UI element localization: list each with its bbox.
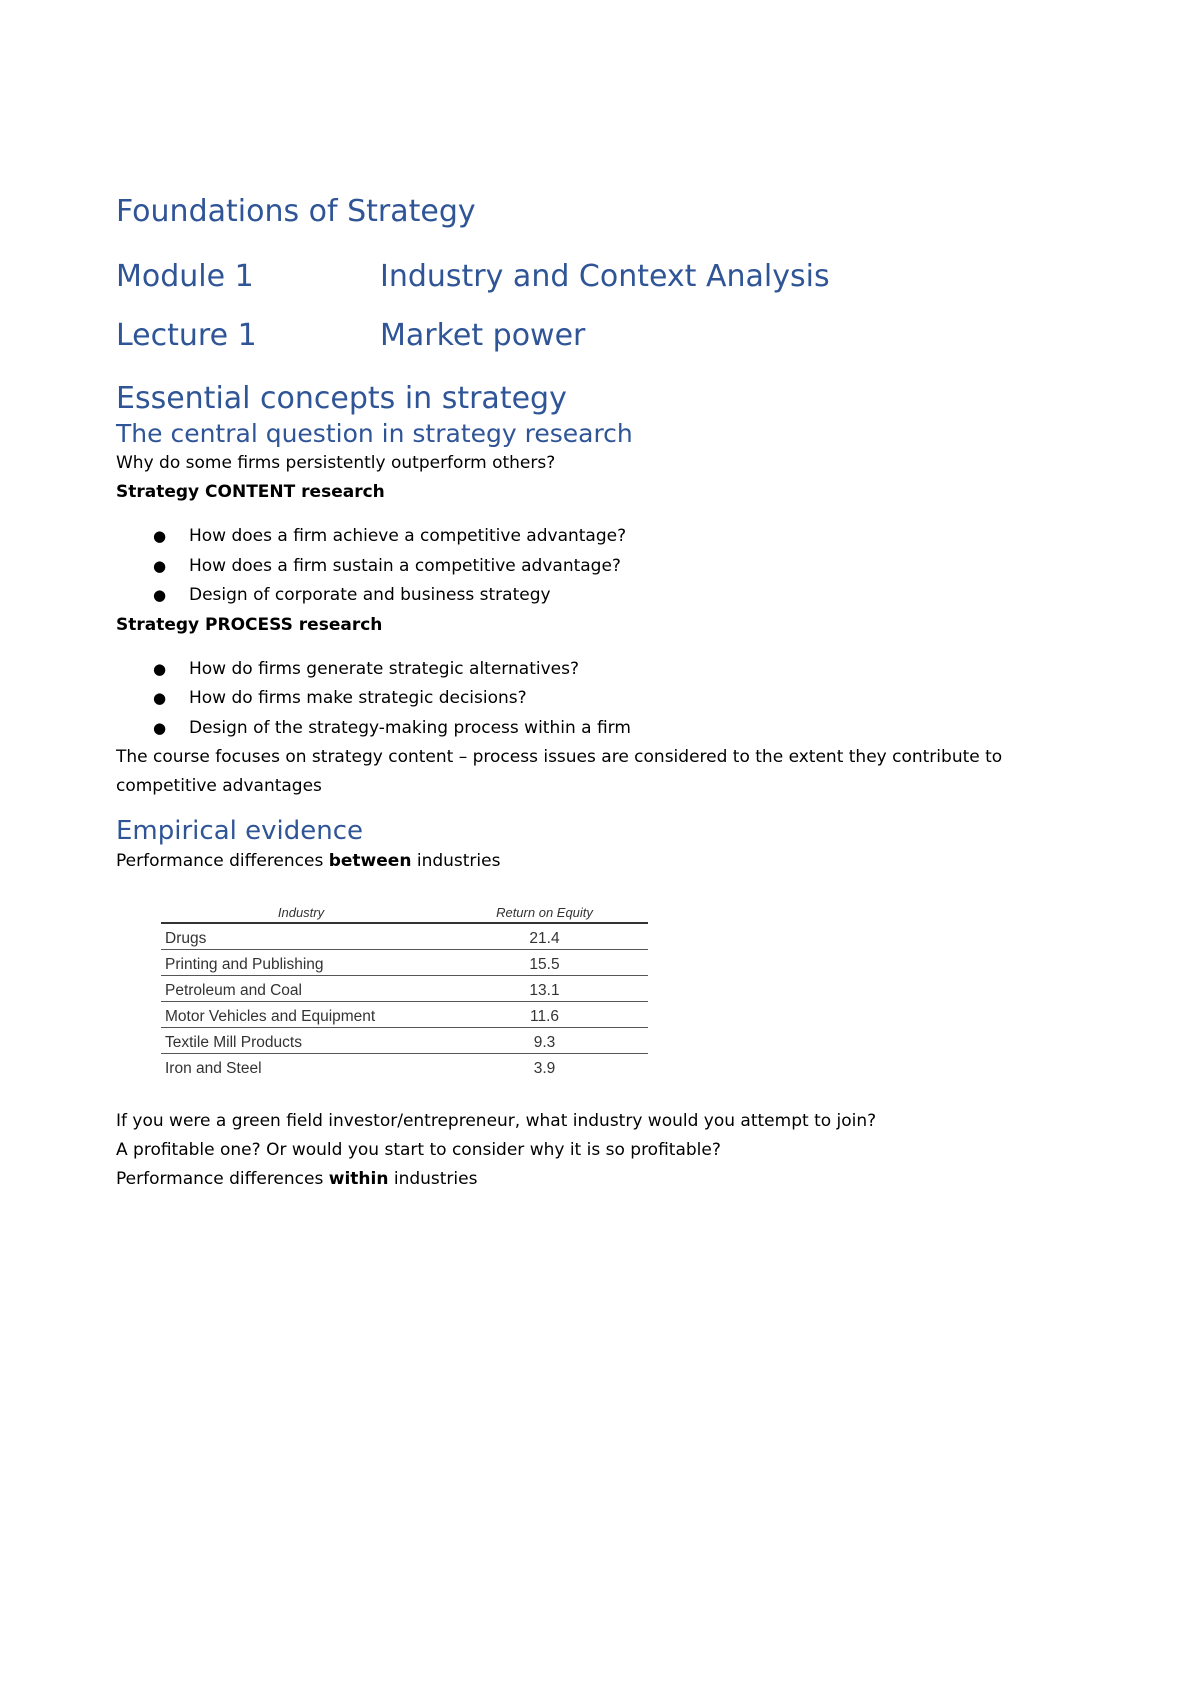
course-title: Foundations of Strategy	[116, 194, 476, 229]
roe-cell: 9.3	[441, 1028, 648, 1054]
roe-cell: 21.4	[441, 923, 648, 950]
document-content	[116, 194, 1096, 1194]
central-question-text: Why do some firms persistently outperform others?	[116, 453, 556, 473]
industry-cell: Printing and Publishing	[161, 950, 441, 976]
course-focus-text: The course focuses on strategy content – process issues are considered to the extent they contribute to competitive advantages	[116, 747, 1003, 796]
bullet-icon: ●	[153, 689, 167, 707]
module-label: Module 1	[116, 259, 254, 294]
lecture-label: Lecture 1	[116, 318, 257, 353]
table-row	[161, 1002, 648, 1028]
table-header-row	[161, 898, 648, 923]
bullet-icon: ●	[153, 556, 167, 575]
profitable-question-text: A profitable one? Or would you start to consider why it is so profitable?	[116, 1140, 721, 1160]
column-header-roe: Return on Equity	[441, 898, 648, 923]
investor-question-text: If you were a green field investor/entrepreneur, what industry would you attempt to join?	[116, 1111, 877, 1131]
bullet-icon: ●	[153, 718, 167, 737]
process-research-list	[116, 655, 1096, 744]
table-row	[161, 1054, 648, 1080]
industry-cell: Textile Mill Products	[161, 1028, 441, 1054]
list-item: ● Design of corporate and business strategy	[116, 581, 1096, 611]
content-research-heading: Strategy CONTENT research	[116, 482, 385, 502]
subheading-central-question: The central question in strategy research	[116, 419, 633, 448]
industry-cell: Drugs	[161, 923, 441, 950]
roe-cell: 15.5	[441, 950, 648, 976]
within-industries-text: Performance differences within industries	[116, 1169, 478, 1189]
process-research-heading: Strategy PROCESS research	[116, 614, 383, 635]
table-row	[161, 1028, 648, 1054]
roe-cell: 13.1	[441, 976, 648, 1002]
list-item: ● Design of the strategy-making process within a firm	[116, 714, 1096, 744]
industry-cell: Petroleum and Coal	[161, 976, 441, 1002]
list-item: ● How does a firm sustain a competitive advantage?	[116, 552, 1096, 582]
lecture-line	[116, 318, 1096, 354]
section-heading-concepts: Essential concepts in strategy	[116, 381, 567, 416]
between-industries-text: Performance differences between industries	[116, 851, 501, 871]
section-heading-evidence: Empirical evidence	[116, 816, 363, 846]
list-item: ● How do firms generate strategic alternatives?	[116, 655, 1096, 685]
column-header-industry: Industry	[161, 898, 441, 923]
bullet-icon: ●	[153, 659, 167, 678]
industry-roe-table	[161, 898, 648, 1079]
list-item: ● How does a firm achieve a competitive advantage?	[116, 522, 1096, 552]
lecture-title: Market power	[380, 318, 586, 353]
bullet-icon: ●	[153, 527, 167, 545]
industry-cell: Motor Vehicles and Equipment	[161, 1002, 441, 1028]
table-row	[161, 923, 648, 950]
list-item: ● How do firms make strategic decisions?	[116, 684, 1096, 714]
module-line	[116, 259, 1096, 295]
table-row	[161, 976, 648, 1002]
content-research-list	[116, 522, 1096, 611]
roe-cell: 3.9	[533, 1060, 556, 1077]
bullet-icon: ●	[153, 586, 167, 604]
module-title: Industry and Context Analysis	[380, 259, 830, 294]
industry-cell: Iron and Steel	[165, 1060, 262, 1077]
table-row	[161, 950, 648, 976]
roe-cell: 11.6	[441, 1002, 648, 1028]
